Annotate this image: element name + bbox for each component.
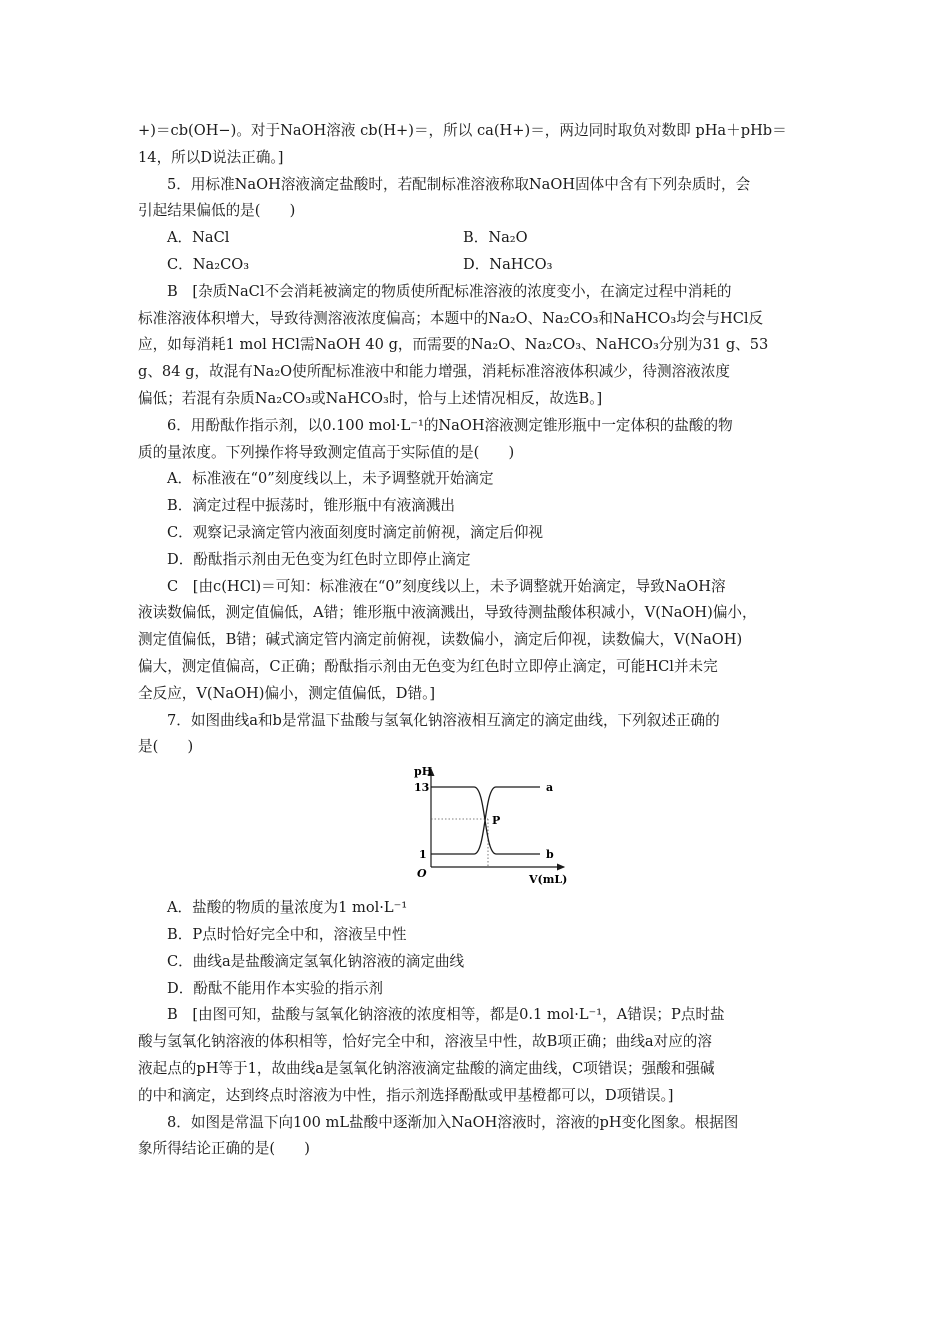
question-stem-line: 8．如图是常温下向100 mL盐酸中逐渐加入NaOH溶液时，溶液的pH变化图象。根据图 — [167, 1113, 739, 1131]
y-axis-label: pH — [414, 765, 433, 779]
answer-line: g、84 g，故混有Na₂O使所配标准液中和能力增强，消耗标准溶液体积减少，待测溶液浓度 — [138, 363, 730, 381]
answer-line: B [杂质NaCl不会消耗被滴定的物质使所配标准溶液的浓度变小，在滴定过程中消耗的 — [167, 282, 732, 300]
option-d: D．NaHCO₃ — [463, 255, 553, 273]
option-b: B．Na₂O — [463, 229, 528, 247]
option-row — [138, 225, 818, 252]
answer-line: 测定值偏低，B错；碱式滴定管内滴定前俯视，读数偏小，滴定后仰视，读数偏大，V(NaOH) — [138, 631, 743, 649]
option-a: A．NaCl — [167, 229, 230, 247]
answer-line: 偏大，测定值偏高，C正确；酚酞指示剂由无色变为红色时立即停止滴定，可能HCl并未完 — [138, 657, 718, 675]
option-row — [138, 252, 818, 279]
option-d: D．酚酞不能用作本实验的指示剂 — [167, 979, 384, 997]
previous-answer-tail — [138, 118, 818, 172]
text-line: 14，所以D说法正确。] — [138, 148, 284, 166]
x-axis-label: V(mL) — [529, 873, 568, 887]
question-stem-line: 质的量浓度。下列操作将导致测定值高于实际值的是( ) — [138, 443, 515, 461]
option-c: C．Na₂CO₃ — [167, 255, 250, 273]
question-6 — [138, 413, 818, 708]
answer-line: 液读数偏低，测定值偏低，A错；锥形瓶中液滴溅出，导致待测盐酸体积减小，V(NaOH)偏小， — [138, 604, 757, 622]
question-8 — [138, 1110, 818, 1164]
option-c: C．曲线a是盐酸滴定氢氧化钠溶液的滴定曲线 — [167, 952, 465, 970]
option-c: C．观察记录滴定管内液面刻度时滴定前俯视，滴定后仰视 — [167, 523, 544, 541]
curve-b — [431, 787, 540, 854]
question-stem-line: 5．用标准NaOH溶液滴定盐酸时，若配制标准溶液称取NaOH固体中含有下列杂质时，会 — [167, 175, 751, 193]
tick-13-label: 13 — [414, 781, 430, 795]
answer-line: 应，如每消耗1 mol HCl需NaOH 40 g，而需要的Na₂O、Na₂CO₃、NaHCO₃分别为31 g、53 — [138, 336, 769, 354]
curve-a-label: a — [546, 781, 554, 795]
answer-line: B [由图可知，盐酸与氢氧化钠溶液的浓度相等，都是0.1 mol·L⁻¹，A错误；P点时盐 — [167, 1006, 725, 1024]
text-line: +)＝cb(OH−)。对于NaOH溶液 cb(H+)＝，所以 ca(H+)＝，两边同时取负对数即 pHa＋pHb＝ — [138, 122, 787, 139]
question-stem-line: 7．如图曲线a和b是常温下盐酸与氢氧化钠溶液相互滴定的滴定曲线，下列叙述正确的 — [167, 711, 720, 729]
question-stem-line: 象所得结论正确的是( ) — [138, 1140, 310, 1158]
option-d: D．酚酞指示剂由无色变为红色时立即停止滴定 — [167, 550, 471, 568]
option-a: A．盐酸的物质的量浓度为1 mol·L⁻¹ — [167, 899, 408, 917]
question-7 — [138, 708, 818, 1110]
answer-line: 偏低；若混有杂质Na₂CO₃或NaHCO₃时，恰与上述情况相反，故选B。] — [138, 389, 603, 407]
option-b: B．滴定过程中振荡时，锥形瓶中有液滴溅出 — [167, 497, 456, 515]
origin-label: O — [417, 867, 427, 881]
answer-line: 标准溶液体积增大，导致待测溶液浓度偏高；本题中的Na₂O、Na₂CO₃和NaHCO₃均会与HCl反 — [138, 309, 764, 327]
tick-1-label: 1 — [419, 848, 427, 862]
answer-line: 的中和滴定，达到终点时溶液为中性，指示剂选择酚酞或甲基橙都可以，D项错误。] — [138, 1086, 674, 1104]
answer-line: C [由c(HCl)＝可知：标准液在“0”刻度线以上，未予调整就开始滴定，导致NaOH溶 — [167, 577, 726, 595]
option-b: B．P点时恰好完全中和，溶液呈中性 — [167, 925, 407, 943]
question-stem-line: 引起结果偏低的是( ) — [138, 202, 296, 220]
answer-line: 酸与氢氧化钠溶液的体积相等，恰好完全中和，溶液呈中性，故B项正确；曲线a对应的溶 — [138, 1033, 712, 1051]
question-stem-line: 6．用酚酞作指示剂，以0.100 mol·L⁻¹的NaOH溶液测定锥形瓶中一定体积的盐酸的物 — [167, 416, 733, 434]
question-stem-line: 是( ) — [138, 738, 194, 756]
document-page — [138, 118, 818, 1163]
answer-line: 全反应，V(NaOH)偏小，测定值偏低，D错。] — [138, 684, 436, 702]
point-p-label: P — [492, 814, 501, 828]
curve-b-label: b — [546, 848, 554, 862]
answer-line: 液起点的pH等于1，故曲线a是氢氧化钠溶液滴定盐酸的滴定曲线，C项错误；强酸和强碱 — [138, 1059, 715, 1077]
titration-curve-figure — [138, 761, 818, 895]
option-a: A．标准液在“0”刻度线以上，未予调整就开始滴定 — [167, 470, 494, 488]
question-5 — [138, 172, 818, 413]
titration-curve-diagram — [410, 763, 582, 891]
